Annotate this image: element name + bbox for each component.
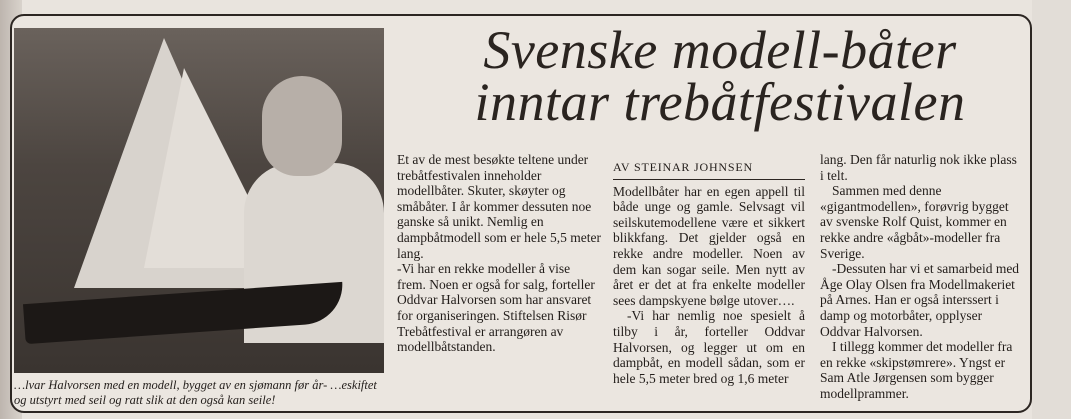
body-paragraph: -Vi har nemlig noe spesielt å tilby i år, forteller Oddvar Halvorsen, og legger ut om en dampbåt, en modell sådan, som er hele 5,5 meter bred og 1,6 meter xyxy=(613,308,805,386)
article-headline: Svenske modell-båter inntar trebåtfestivalen xyxy=(474,20,966,132)
photo-person-head xyxy=(262,76,342,176)
article-photo xyxy=(14,28,384,373)
body-paragraph: Sammen med denne «gigantmodellen», forøvrig bygget av svenske Rolf Quist, kommer en rekke andre «ågbåt»-modeller fra Sverige. xyxy=(820,183,1009,261)
body-column-2 xyxy=(820,152,1020,402)
byline: AV STEINAR JOHNSEN xyxy=(613,160,805,180)
body-paragraph: -Dessuten har vi et samarbeid med Åge Olay Olsen fra Modellmakeriet på Arnes. Han er også interssert i damp og motorbåter, opplyser Oddvar Halvorsen. xyxy=(820,261,1020,339)
adjacent-page-edge xyxy=(1032,0,1071,419)
intro-paragraph: Et av de mest besøkte teltene under trebåtfestivalen inneholder modellbåter. Skuter, skøyter og småbåter. I år kommer dessuten noe ganske så unikt. Nemlig en dampbåtmodell som er hele 5,5 meter lang. xyxy=(397,152,601,261)
intro-column xyxy=(397,152,602,355)
body-paragraph: lang. Den får naturlig nok ikke plass i telt. xyxy=(820,152,1017,183)
photo-caption: …lvar Halvorsen med en modell, bygget av en sjømann før år- …eskiftet og utstyrt med seil og ratt slik at den også kan seile! xyxy=(14,378,377,407)
body-paragraph: Modellbåter har en egen appell til både unge og gamle. Selvsagt vil seilskutemodellene være et sikkert blikkfang. Det gjelder også en rekke andre modeller. Noen av dem kan sogar seile. Men nytt av året er det at fra enkelte modeller sees dampskyene bølge utover…. xyxy=(613,183,805,308)
body-column-1 xyxy=(613,160,805,386)
body-paragraph: I tillegg kommer det modeller fra en rekke «skipstømrere». Yngst er Sam Atle Jørgensen som bygger modellprammer. xyxy=(820,339,1013,401)
intro-paragraph: -Vi har en rekke modeller å vise frem. Noen er også for salg, forteller Oddvar Halvorsen som har ansvaret for organiseringen. Stiftelsen Risør Trebåtfestival er arrangøren av modellbåtstanden. xyxy=(397,261,595,355)
